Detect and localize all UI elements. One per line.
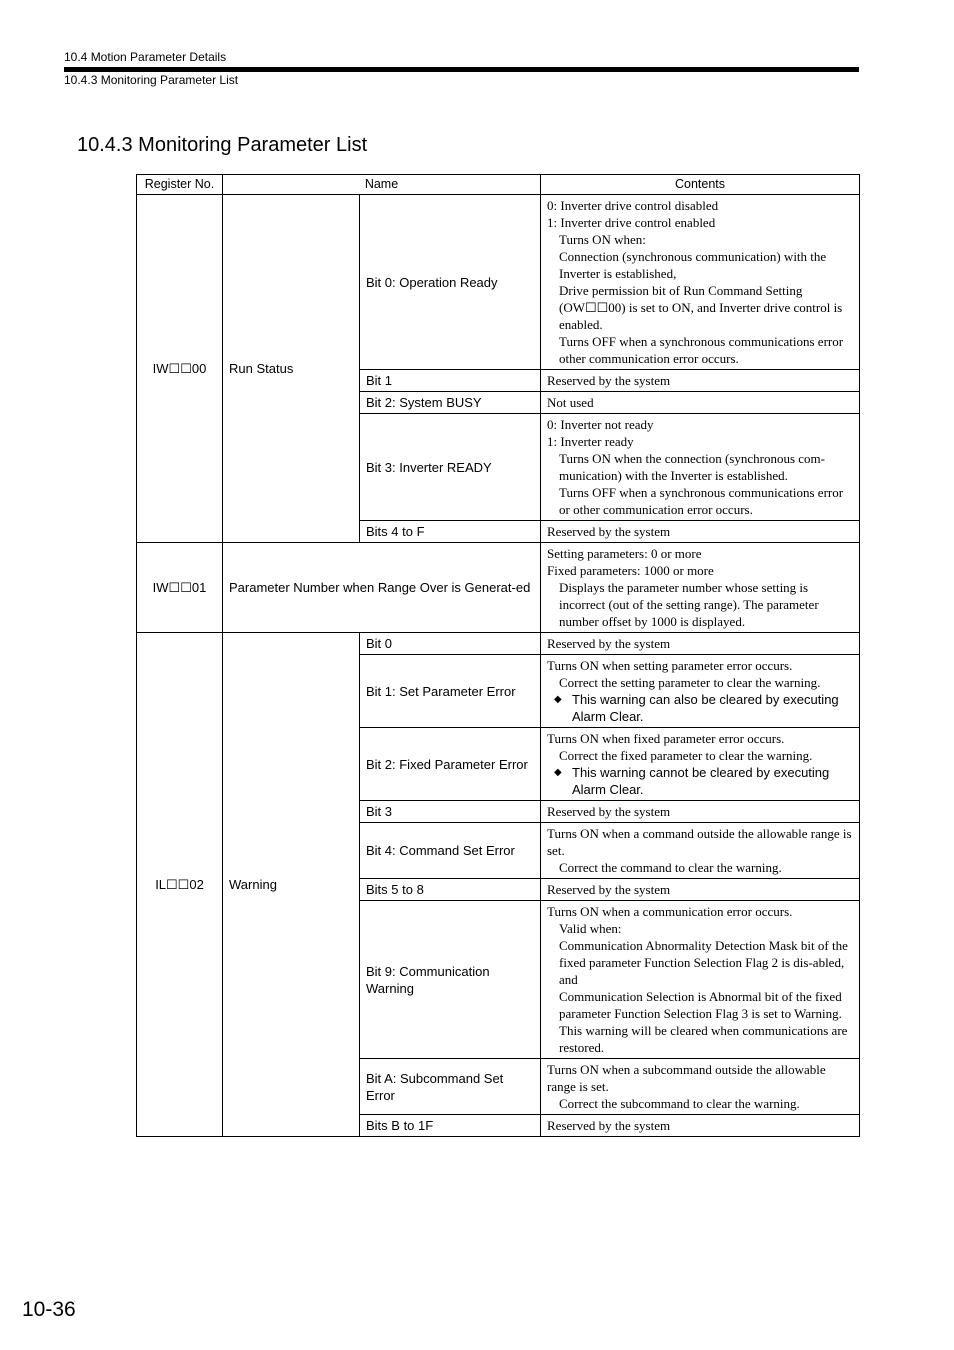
contents-cell <box>541 823 860 879</box>
bit-cell: Bit 9: Communication Warning <box>360 901 541 1059</box>
bit-cell: Bits 4 to F <box>360 521 541 543</box>
contents-cell <box>541 655 860 728</box>
name-cell: Run Status <box>223 195 360 543</box>
contents-line: Turns ON when a subcommand outside the allowable range is set. <box>547 1062 826 1094</box>
bullet-icon: ◆ <box>554 767 562 778</box>
col-contents: Contents <box>541 175 860 195</box>
bit-cell: Bit A: Subcommand Set Error <box>360 1059 541 1115</box>
bullet-note <box>547 691 853 725</box>
bit-cell: Bit 0 <box>360 633 541 655</box>
contents-cell <box>541 633 860 655</box>
contents-line: Reserved by the system <box>547 636 671 651</box>
contents-cell <box>541 801 860 823</box>
monitoring-parameter-table <box>136 174 860 1137</box>
contents-cell <box>541 392 860 414</box>
contents-line: Reserved by the system <box>547 524 671 539</box>
contents-note: Turns ON when: <box>559 232 646 247</box>
col-register: Register No. <box>137 175 223 195</box>
contents-cell <box>541 1059 860 1115</box>
contents-line: Reserved by the system <box>547 373 671 388</box>
contents-note: Communication Selection is Abnormal bit of the fixed parameter Function Selection Flag 3 is set to Warning. <box>559 989 842 1021</box>
bit-cell: Bits B to 1F <box>360 1115 541 1137</box>
contents-cell <box>541 370 860 392</box>
bit-cell: Bit 3 <box>360 801 541 823</box>
bullet-text: This warning cannot be cleared by executing Alarm Clear. <box>572 765 830 797</box>
contents-note: Correct the subcommand to clear the warning. <box>559 1096 800 1111</box>
contents-line: Turns ON when setting parameter error occurs. <box>547 658 793 673</box>
name-cell: Warning <box>223 633 360 1137</box>
contents-note: Correct the setting parameter to clear the warning. <box>559 675 821 690</box>
page-title: 10.4.3 Monitoring Parameter List <box>77 134 368 156</box>
register-cell: IL☐☐02 <box>137 633 223 1137</box>
bit-cell: Bits 5 to 8 <box>360 879 541 901</box>
bullet-icon: ◆ <box>554 694 562 705</box>
contents-line: 1: Inverter ready <box>547 434 634 449</box>
bit-cell: Bit 4: Command Set Error <box>360 823 541 879</box>
contents-cell <box>541 901 860 1059</box>
bullet-text: This warning can also be cleared by executing Alarm Clear. <box>572 692 839 724</box>
contents-cell <box>541 1115 860 1137</box>
contents-line: Turns ON when a communication error occurs. <box>547 904 793 919</box>
running-header <box>64 50 859 88</box>
contents-note: This warning will be cleared when communications are restored. <box>559 1023 848 1055</box>
contents-line: Not used <box>547 395 594 410</box>
contents-cell <box>541 543 860 633</box>
table-row <box>137 543 860 633</box>
contents-line: Turns ON when fixed parameter error occurs. <box>547 731 785 746</box>
contents-note: Turns OFF when a synchronous communications error other communication error occurs. <box>559 334 844 366</box>
contents-note: Valid when: <box>559 921 622 936</box>
contents-line: Reserved by the system <box>547 1118 671 1133</box>
page-number: 10-36 <box>22 1298 76 1321</box>
contents-line: Reserved by the system <box>547 882 671 897</box>
contents-line: Reserved by the system <box>547 804 671 819</box>
contents-note: Displays the parameter number whose setting is incorrect (out of the setting range). The parameter number offset by 1000 is displayed. <box>559 580 819 629</box>
contents-note: Communication Abnormality Detection Mask bit of the fixed parameter Function Selection Flag 2 is dis-abled, and <box>559 938 848 987</box>
header-rule <box>64 67 859 72</box>
contents-cell <box>541 728 860 801</box>
contents-line: 1: Inverter drive control enabled <box>547 215 716 230</box>
contents-note: Turns ON when the connection (synchronous com-munication) with the Inverter is established. <box>559 451 825 483</box>
name-cell: Parameter Number when Range Over is Generat-ed <box>223 543 541 633</box>
bit-cell: Bit 2: System BUSY <box>360 392 541 414</box>
contents-note: Correct the command to clear the warning. <box>559 860 782 875</box>
table-row <box>137 195 860 370</box>
bit-cell: Bit 1 <box>360 370 541 392</box>
table-row <box>137 633 860 655</box>
bit-cell: Bit 1: Set Parameter Error <box>360 655 541 728</box>
contents-line: 0: Inverter drive control disabled <box>547 198 719 213</box>
header-subsection: 10.4.3 Monitoring Parameter List <box>64 73 239 87</box>
contents-cell <box>541 521 860 543</box>
contents-cell <box>541 414 860 521</box>
contents-cell <box>541 879 860 901</box>
table-header-row <box>137 175 860 195</box>
register-cell: IW☐☐00 <box>137 195 223 543</box>
bit-cell: Bit 3: Inverter READY <box>360 414 541 521</box>
contents-note: Turns OFF when a synchronous communications error or other communication error occurs. <box>559 485 844 517</box>
contents-note: Connection (synchronous communication) with the Inverter is established, <box>559 249 827 281</box>
contents-cell <box>541 195 860 370</box>
contents-line: Setting parameters: 0 or more <box>547 546 702 561</box>
col-name: Name <box>223 175 541 195</box>
register-cell: IW☐☐01 <box>137 543 223 633</box>
contents-line: 0: Inverter not ready <box>547 417 654 432</box>
contents-note: Drive permission bit of Run Command Setting (OW☐☐00) is set to ON, and Inverter drive control is enabled. <box>559 283 843 332</box>
contents-line: Turns ON when a command outside the allowable range is set. <box>547 826 852 858</box>
bullet-note <box>547 764 853 798</box>
header-section: 10.4 Motion Parameter Details <box>64 50 227 64</box>
bit-cell: Bit 0: Operation Ready <box>360 195 541 370</box>
contents-note: Correct the fixed parameter to clear the warning. <box>559 748 813 763</box>
contents-line: Fixed parameters: 1000 or more <box>547 563 714 578</box>
bit-cell: Bit 2: Fixed Parameter Error <box>360 728 541 801</box>
